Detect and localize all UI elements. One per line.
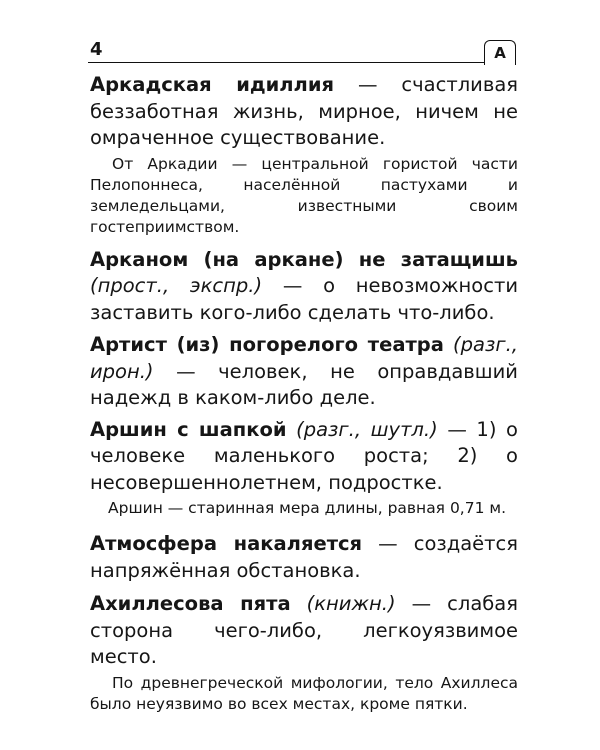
entry-artist-pogorelogo-teatra — [90, 332, 518, 412]
entry-style-label: (прост., экспр.) — [90, 274, 263, 297]
entry-arkadskaya-idilliya — [90, 72, 518, 152]
entry-definition: — 1) о человеке маленького роста; 2) о несовершеннолетнем, подростке. — [90, 417, 518, 494]
entry-headword: Аршин с шапкой — [90, 417, 287, 441]
letter-tab: А — [484, 40, 516, 65]
entry-arkanom-ne-zatashchish — [90, 247, 518, 327]
entry-headword: Атмосфера накаляется — [90, 532, 363, 555]
entry-style-label: (книжн.) — [306, 592, 396, 615]
entry-etymology-note: От Аркадии — центральной гористой части Пелопоннеса, населённой пастухами и земледельцами, известными своим гостеприимством. — [90, 154, 518, 236]
entry-akhillesova-pyata — [90, 591, 518, 671]
entry-atmosfera-nakalyaetsya — [90, 531, 518, 584]
entry-headword: Аркадская идиллия — [90, 73, 335, 96]
entry-etymology-note: Аршин — старинная мера длины, равная 0,71 м. — [108, 499, 506, 517]
entry-arshin-s-shapkoy — [90, 417, 518, 497]
entry-headword: Артист (из) погорелого театра — [90, 333, 444, 356]
entry-style-label: (разг., шутл.) — [296, 417, 438, 441]
header-rule — [88, 62, 512, 63]
entries-list — [90, 66, 518, 715]
entry-definition: — человек, не оправдавший надежд в каком-либо деле. — [90, 359, 518, 409]
page-number: 4 — [90, 39, 103, 60]
entry-definition: — счастливая беззаботная жизнь, мирное, ничем не омраченное существование. — [90, 73, 518, 149]
entry-definition: — создаётся напряжённая обстановка. — [90, 532, 518, 582]
entry-headword: Арканом (на аркане) не затащишь — [90, 247, 518, 271]
entry-headword: Ахиллесова пята — [90, 592, 291, 615]
entry-etymology-note: По древнегреческой мифологии, тело Ахиллеса было неуязвимо во всех местах, кроме пятки. — [90, 673, 518, 713]
entry-style-label: (разг., ирон.) — [90, 333, 518, 383]
entry-definition: — о невозможности заставить кого-либо сделать что-либо. — [90, 274, 518, 324]
entry-definition: — слабая сторона чего-либо, легкоуязвимое место. — [90, 592, 518, 668]
